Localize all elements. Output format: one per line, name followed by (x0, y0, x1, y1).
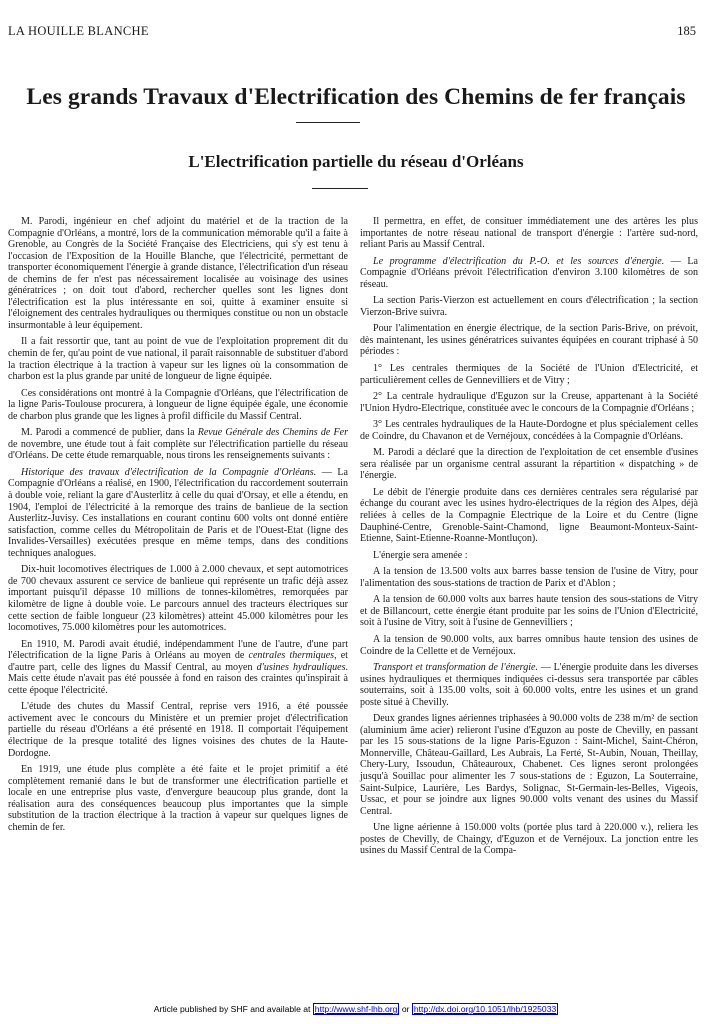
paragraph (360, 447, 698, 482)
paragraph-text: La section Paris-Vierzon est actuellement en cours d'électrification ; la section Vierzon-Brive suivra. (360, 295, 698, 318)
paragraph (8, 216, 348, 331)
paragraph-text: 1° Les centrales thermiques de la Société de l'Union d'Electricité, et particulièrement celles de Gennevilliers et de Vitry ; (360, 363, 698, 386)
paragraph (360, 822, 698, 857)
article-title: Les grands Travaux d'Electrification des Chemins de fer français (26, 84, 686, 110)
paragraph (360, 419, 698, 442)
title-divider (296, 122, 360, 123)
paragraph-text: Deux grandes lignes aériennes triphasées à 90.000 volts de 238 m/m² de section (aluminium âme acier) relieront l'usine d'Eguzon au poste de Chevilly, en passant par les 15 sous-stations de la ligne Paris-Eguzon : Saint-Michel, Saint-Chéron, Monnerville, Château-Gaillard, Les Aubrais, La Ferté, St-Aubin, Nouan, Theillay, Chery-Lury, Issoudun, Châteauroux, Chabenet. Ces lignes seront prolongées jusqu'à Souillac pour alimenter les 7 sous-stations de : Eguzon, La Souterraine, Saint-Sulpice, Laurière, Les Bardys, Solignac, St-Germain-les-Belles, Vigeois, Ussac, et pour se joindre aux lignes 90.000 volts venant des usines du Massif Central. (360, 713, 698, 817)
paragraph-text: — La Compagnie d'Orléans prévoit l'électrification d'environ 3.100 kilomètres de son réseau. (360, 255, 698, 290)
paragraph (360, 566, 698, 589)
emphasis-text: d'usines hydrauliques (256, 661, 346, 673)
paragraph (8, 764, 348, 833)
emphasis-text: Historique des travaux d'électrification de la Compagnie d'Orléans. (21, 466, 317, 478)
paragraph (360, 363, 698, 386)
paragraph (360, 487, 698, 545)
paragraph-text: 2° La centrale hydraulique d'Eguzon sur la Creuse, appartenant à la Société l'Union Hydro-Electrique, constituée avec le concours de la Compagnie d'Orléans ; (360, 391, 698, 414)
paragraph (8, 388, 348, 423)
paragraph (8, 427, 348, 462)
emphasis-text: centrales thermiques (248, 650, 335, 662)
paragraph-text: M. Parodi a déclaré que la direction de l'exploitation de cet ensemble d'usines sera réalisée par un organisme central assurant la répartition « dispatching » de l'énergie. (360, 447, 698, 482)
paragraph-text: — L'énergie produite dans les diverses usines hydrauliques et thermiques indiquées ci-dessus sera transportée par câbles souterrains, soit à 135.00 volts, soit à 60.000 volts, entre les usines et un grand poste situé à Chevilly. (360, 662, 698, 708)
paragraph (360, 216, 698, 251)
right-column (360, 216, 698, 862)
paragraph-text: Il permettra, en effet, de consituer immédiatement une des artères les plus importantes de notre réseau national de transport d'énergie : l'artère sud-nord, reliant Paris au Massif Central. (360, 216, 698, 251)
paragraph-text: Il a fait ressortir que, tant au point de vue de l'exploitation proprement dit du chemin de fer, qu'au point de vue national, il paraît raisonnable de substituer d'abord la traction électrique à la traction à vapeur sur les lignes où la consommation de charbon est la plus grande par unité de longueur de ligne équipée. (8, 336, 348, 383)
paragraph-text: — La Compagnie d'Orléans a réalisé, en 1900, l'électrification du raccordement souterrain à double voie, reliant la gare d'Austerlitz à celle du quai d'Orsay, et elle a étendu, en 1904, l'emploi de l'électricité à la remorque des trains de banlieue de la section Austerlitz-Juvisy. Ces installations en courant continu 600 volts ont donné entière satisfaction, comme celles du Métropolitain de Paris et de l'Ouest-Etat (ligne des Invalides-Versailles) exécutées presque en même temps, dans des conditions techniques analogues. (8, 466, 348, 559)
paragraph (360, 634, 698, 657)
page-number: 185 (677, 24, 696, 38)
subtitle-divider (312, 188, 368, 189)
paragraph-text: Le débit de l'énergie produite dans ces dernières centrales sera régularisé par échange du courant avec les usines hydro-électriques de la région des Alpes, déjà reliées à celles de la Compagnie Electrique de la Loire et du Centre (ligne Dauphiné-Centre, Grenoble-Saint-Chamond, ligne Beaumont-Monteux-Saint-Etienne, Saint-Etienne-Roanne-Montluçon). (360, 486, 698, 545)
paragraph-text: M. Parodi a commencé de publier, dans la (21, 427, 198, 439)
paragraph-text: . Mais cette étude n'avait pas été poussée à fond en raison des craintes qu'inspirait à cette époque l'électricité. (8, 661, 348, 696)
paragraph (360, 594, 698, 629)
paragraph-text: Une ligne aérienne à 150.000 volts (portée plus tard à 220.000 v.), reliera les postes de Chevilly, de Chaingy, d'Eguzon et de Vernéjoux. La jonction entre les usines du Massif Central de la Compa- (360, 822, 698, 857)
paragraph-text: 3° Les centrales hydrauliques de la Haute-Dordogne et plus spécialement celles de Coindre, du Chavanon et de Vernéjoux, concédées à la Compagnie d'Orléans. (360, 419, 698, 442)
paragraph-text: Pour l'alimentation en énergie électrique, de la section Paris-Brive, on prévoit, dès maintenant, les usines génératrices suivantes équipées en courant triphasé à 50 périodes : (360, 323, 698, 358)
paragraph (360, 662, 698, 708)
paragraph-text: A la tension de 60.000 volts aux barres haute tension des sous-stations de Vitry et de Billancourt, cette énergie étant produite par les soins de l'Union d'Electricité, soit à l'usine de Vitry, soit à l'usine de Gennevilliers ; (360, 594, 698, 629)
emphasis-text: Transport et transformation de l'énergie. (373, 662, 538, 674)
paragraph-text: En 1910, M. Parodi avait étudié, indépendamment l'une de l'autre, d'une part l'électrification de la ligne Paris à Orléans au moyen de (8, 638, 348, 662)
paragraph (360, 391, 698, 414)
paragraph (8, 701, 348, 759)
footer-link-doi[interactable]: http://dx.doi.org/10.1051/lhb/1925033 (413, 1004, 557, 1014)
footer-link-shf[interactable]: http://www.shf-lhb.org (314, 1004, 398, 1014)
footer-middle: or (401, 1004, 410, 1014)
emphasis-text: Le programme d'électrification du P.-O. et les sources d'énergie. (373, 255, 665, 267)
paragraph (360, 323, 698, 358)
paragraph-text: L'énergie sera amenée : (373, 549, 468, 561)
paragraph-text: L'étude des chutes du Massif Central, reprise vers 1916, a été poussée activement avec le concours du Ministère et un premier projet d'électrification partielle du réseau d'Orléans a été présenté en 1918. Il comportait l'équipement électrique de la presque totalité des lignes voisines des chutes de la Haute-Dordogne. (8, 701, 348, 759)
article-subtitle: L'Electrification partielle du réseau d'Orléans (188, 152, 524, 171)
footer-citation (0, 1004, 712, 1014)
paragraph (8, 467, 348, 559)
paragraph-text: A la tension de 13.500 volts aux barres basse tension de l'usine de Vitry, pour l'alimentation des sous-stations de traction de Parix et d'Ablon ; (360, 566, 698, 589)
paragraph-text: A la tension de 90.000 volts, aux barres omnibus haute tension des usines de Coindre de la Cellette et de Vernéjoux. (360, 633, 698, 657)
running-header (8, 24, 696, 42)
paragraph-text: , et d'autre part, celle des lignes du Massif Central, au moyen (8, 650, 348, 673)
paragraph (8, 639, 348, 697)
footer-prefix: Article published by SHF and available at (153, 1004, 311, 1014)
paragraph-text: M. Parodi, ingénieur en chef adjoint du matériel et de la traction de la Compagnie d'Orléans, a montré, lors de la communication mémorable qu'il a faite à Grenoble, au Congrès de la Société Française des Electriciens, qui s'y est tenu à l'occasion de l'Exposition de la Houille Blanche, que l'électricité, permettant de transporter économiquement l'énergie à grande distance, l'électrification d'un réseau de chemins de fer n'est pas nécessairement localisée au voisinage des usines génératrices ; on doit tout d'abord, rechercher quelles sont les lignes dont l'électrification est la plus intéressante en soi, quitte à examiner ensuite si l'éloignement des centrales hydrauliques ou thermiques constitue ou non un obstacle insurmontable à leur équipement. (8, 216, 348, 331)
paragraph (8, 336, 348, 382)
paragraph-text: Dix-huit locomotives électriques de 1.000 à 2.000 chevaux, et sept automotrices de 700 chevaux assurent ce service de banlieue qui représente un trafic déjà assez important puisqu'il dépasse 10 millions de tonnes-kilomètres, remorquées par kilomètre de ligne à double voie. Le parcours annuel des tracteurs électriques sur cette section de faible longueur (23 kilomètres) atteint 45.000 kilomètres pour les locomotives, 75.000 kilomètres pour les automotrices. (8, 564, 348, 634)
journal-name: LA HOUILLE BLANCHE (8, 24, 149, 38)
paragraph (360, 295, 698, 318)
paragraph (360, 550, 698, 562)
paragraph (360, 713, 698, 817)
paragraph-text: de novembre, une étude tout à fait complète sur l'électrification partielle du réseau d'Orléans. De cette étude remarquable, nous tirons les renseignements suivants : (8, 438, 348, 462)
paragraph (360, 256, 698, 291)
left-column (8, 216, 348, 838)
paragraph (8, 564, 348, 633)
emphasis-text: Revue Générale des Chemins de Fer (197, 427, 348, 439)
paragraph-text: En 1919, une étude plus complète a été faite et le projet primitif a été complètement remanié dans le but de transformer une électrification partielle et locale en une entreprise plus vaste, d'envergure beaucoup plus grande, dont la réalisation aura des conséquences beaucoup plus importantes que la simple substitution de la traction électrique à la traction à vapeur sur quelques lignes de chemin de fer. (8, 764, 348, 833)
paragraph-text: Ces considérations ont montré à la Compagnie d'Orléans, que l'électrification de la ligne Paris-Toulouse procurera, à longueur de ligne équipée égale, une économie de charbon plus grande que les lignes à profil difficile du Massif Central. (8, 387, 348, 422)
